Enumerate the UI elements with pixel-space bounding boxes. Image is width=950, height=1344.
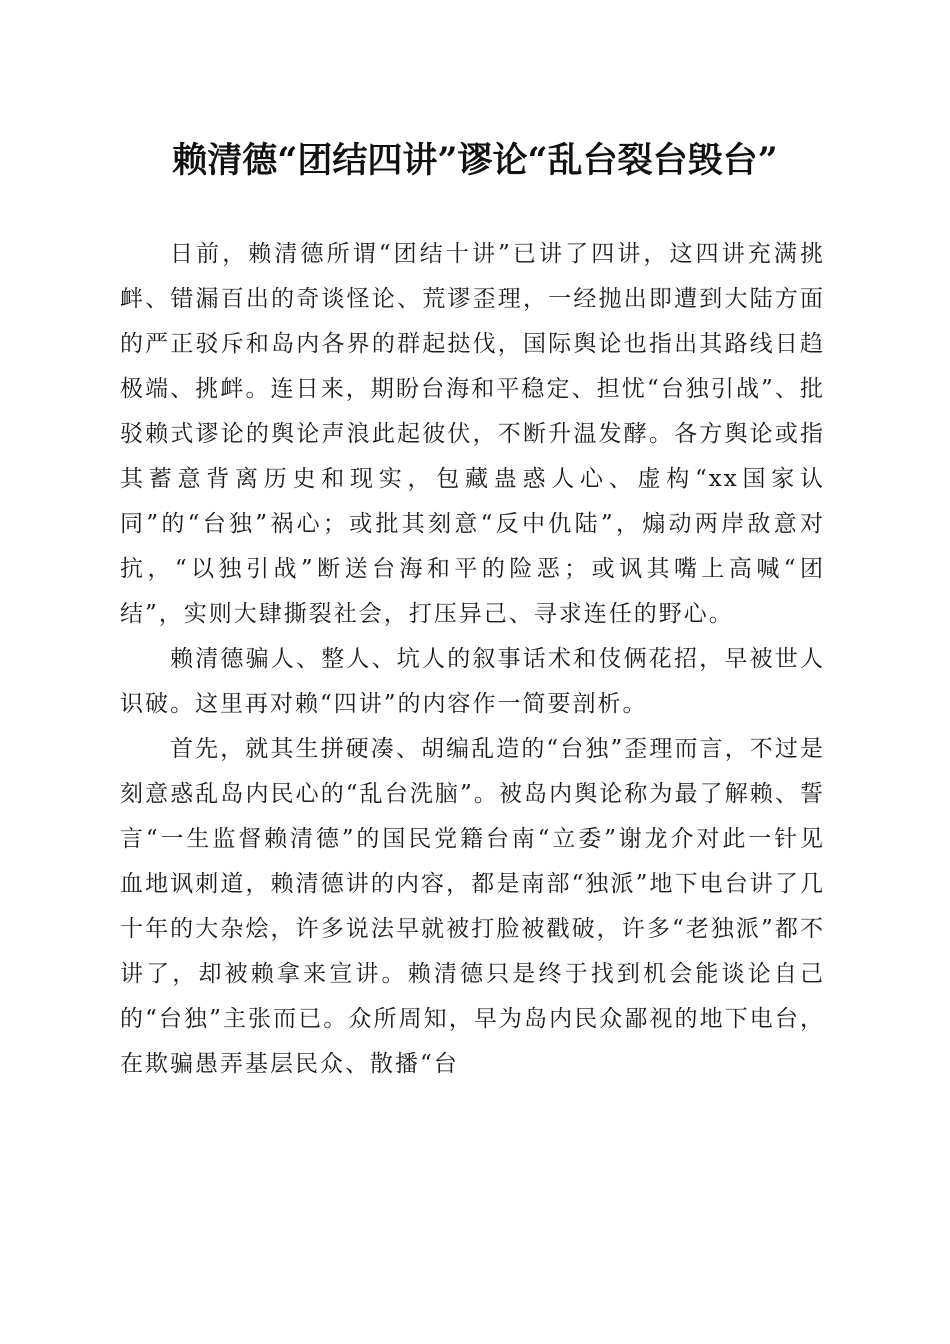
document-title: 赖清德“团结四讲”谬论“乱台裂台毁台” <box>172 140 778 181</box>
article-body <box>120 232 825 1087</box>
paragraph-1: 日前，赖清德所谓“团结十讲”已讲了四讲，这四讲充满挑衅、错漏百出的奇谈怪论、荒谬歪理，一经抛出即遭到大陆方面的严正驳斥和岛内各界的群起挞伐，国际舆论也指出其路线日趋极端、挑衅。连日来，期盼台海和平稳定、担忧“台独引战”、批驳赖式谬论的舆论声浪此起彼伏，不断升温发酵。各方舆论或指其蓄意背离历史和现实，包藏蛊惑人心、虚构“xx国家认同”的“台独”祸心；或批其刻意“反中仇陆”，煽动两岸敌意对抗，“以独引战”断送台海和平的险恶；或讽其嘴上高喊“团结”，实则大肆撕裂社会，打压异己、寻求连任的野心。 <box>120 241 825 627</box>
paragraph-3: 首先，就其生拼硬凑、胡编乱造的“台独”歪理而言，不过是刻意惑乱岛内民心的“乱台洗脑”。被岛内舆论称为最了解赖、誓言“一生监督赖清德”的国民党籍台南“立委”谢龙介对此一针见血地讽刺道，赖清德讲的内容，都是南部“独派”地下电台讲了几十年的大杂烩，许多说法早就被打脸被戳破，许多“老独派”都不讲了，却被赖拿来宣讲。赖清德只是终于找到机会能谈论自己的“台独”主张而已。众所周知，早为岛内民众鄙视的地下电台，在欺骗愚弄基层民众、散播“台 <box>120 736 825 1077</box>
paragraph-2: 赖清德骗人、整人、坑人的叙事话术和伎俩花招，早被世人识破。这里再对赖“四讲”的内容作一简要剖析。 <box>120 646 825 717</box>
